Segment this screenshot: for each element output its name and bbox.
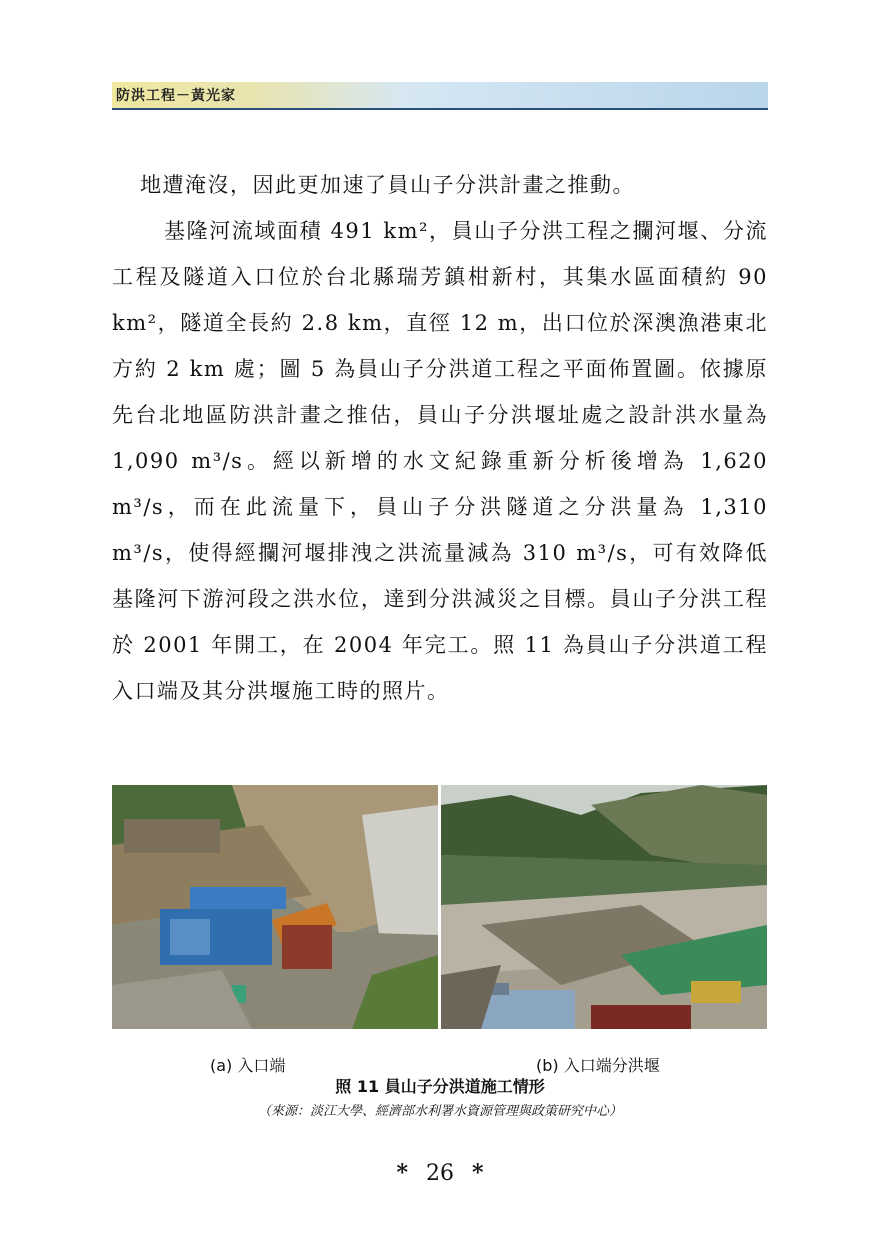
- star-left: *: [396, 1160, 408, 1186]
- page-number: 26: [426, 1161, 454, 1186]
- body-text: [112, 162, 768, 714]
- page-footer: [0, 1160, 880, 1186]
- header-bar: [112, 82, 768, 110]
- sub-caption-a: (a) 入口端: [210, 1056, 286, 1075]
- paragraph: 地遭淹沒，因此更加速了員山子分洪計畫之推動。: [140, 173, 635, 197]
- figure-caption: 照 11 員山子分洪道施工情形: [335, 1077, 545, 1096]
- paragraph: 基隆河流域面積 491 km²，員山子分洪工程之攔河堰、分流工程及隧道入口位於台北縣瑞芳鎮柑新村，其集水區面積約 90 km²，隧道全長約 2.8 km，直徑 12 m，出口位於深澳漁港東北方約 2 km 處；圖 5 為員山子分洪道工程之平面佈置圖。依據原先台北地區防洪計畫之推估，員山子分洪堰址處之設計洪水量為 1,090 m³/s。經以新增的水文紀錄重新分析後增為 1,620 m³/s，而在此流量下，員山子分洪隧道之分洪量為 1,310 m³/s，使得經攔河堰排洩之洪流量減為 310 m³/s，可有效降低基隆河下游河段之洪水位，達到分洪減災之目標。員山子分洪工程於 2001 年開工，在 2004 年完工。照 11 為員山子分洪道工程入口端及其分洪堰施工時的照片。: [112, 219, 768, 703]
- header-title: 防洪工程－黃光家: [116, 88, 236, 104]
- source-note: （來源：淡江大學、經濟部水利署水資源管理與政策研究中心）: [257, 1104, 622, 1119]
- star-right: *: [472, 1160, 484, 1186]
- photo-inlet: [112, 785, 438, 1029]
- sub-caption-b: (b) 入口端分洪堰: [536, 1056, 660, 1075]
- photo-diversion-weir: [441, 785, 767, 1029]
